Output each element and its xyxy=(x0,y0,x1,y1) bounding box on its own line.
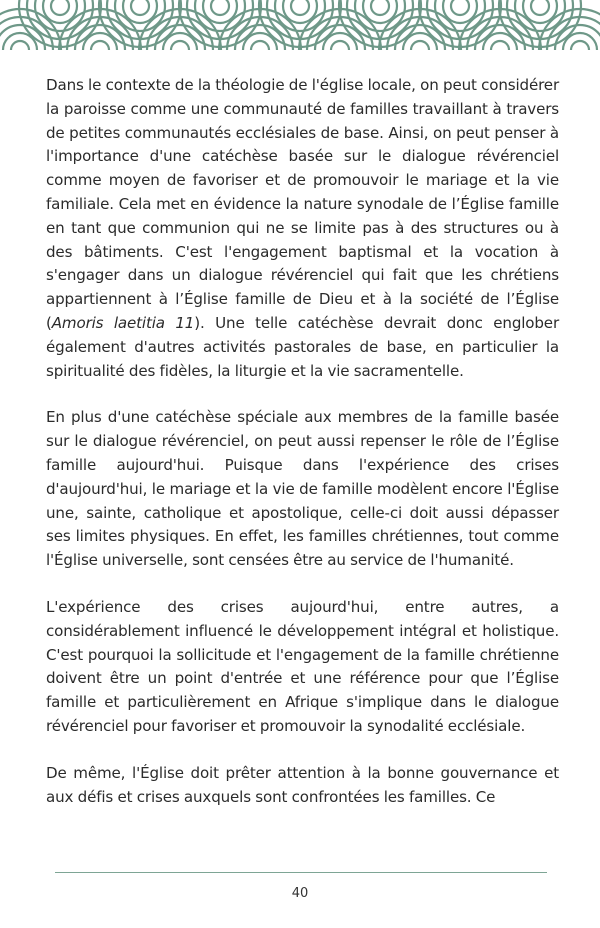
paragraph-3: L'expérience des crises aujourd'hui, entre autres, a considérablement influencé le développement intégral et holistique. C'est pourquoi la sollicitude et l'engagement de la famille chrétienne doivent être un point d'entrée et une référence pour que l’Église famille et particulièrement en Afrique s'implique dans le dialogue révérenciel pour favoriser et promouvoir la synodalité ecclésiale. xyxy=(46,597,559,735)
body-text xyxy=(46,74,559,832)
decorative-arc-pattern xyxy=(0,0,600,52)
page-number: 40 xyxy=(291,886,309,901)
paragraph-1-text-start: Dans le contexte de la théologie de l'église locale, on peut considérer la paroisse comme une communauté de familles travaillant à travers de petites communautés ecclésiales de base. Ainsi, on peut penser à l'importance d'une catéchèse basée sur le dialogue révérenciel comme moyen de favoriser et de promouvoir le mariage et la vie familiale. Cela met en évidence la nature synodale de l’Église famille en tant que communion qui ne se limite pas à des structures ou à des bâtiments. C'est l'engagement baptismal et la vocation à s'engager dans un dialogue révérenciel qui fait que les chrétiens appartiennent à l’Église famille de Dieu et à la société de l’Église ( xyxy=(46,76,559,332)
citation-amoris-laetitia: Amoris laetitia 11 xyxy=(51,313,195,332)
paragraph-2: En plus d'une catéchèse spéciale aux membres de la famille basée sur le dialogue révérenciel, on peut aussi repenser le rôle de l’Église famille aujourd'hui. Puisque dans l'expérience des crises d'aujourd'hui, le mariage et la vie de famille modèlent encore l'Église une, sainte, catholique et apostolique, celle-ci doit aussi dépasser ses limites physiques. En effet, les familles chrétiennes, tout comme l'Église universelle, sont censées être au service de l'humanité. xyxy=(46,408,559,570)
paragraph-4: De même, l'Église doit prêter attention à la bonne gouvernance et aux défis et crises auxquels sont confrontées les familles. Ce xyxy=(46,763,559,806)
footer-divider xyxy=(55,872,547,873)
paragraph-1-text-end: ). Une telle catéchèse devrait donc englober également d'autres activités pastorales de base, en particulier la spiritualité des fidèles, la liturgie et la vie sacramentelle. xyxy=(46,313,559,380)
paragraph-1 xyxy=(46,74,559,383)
